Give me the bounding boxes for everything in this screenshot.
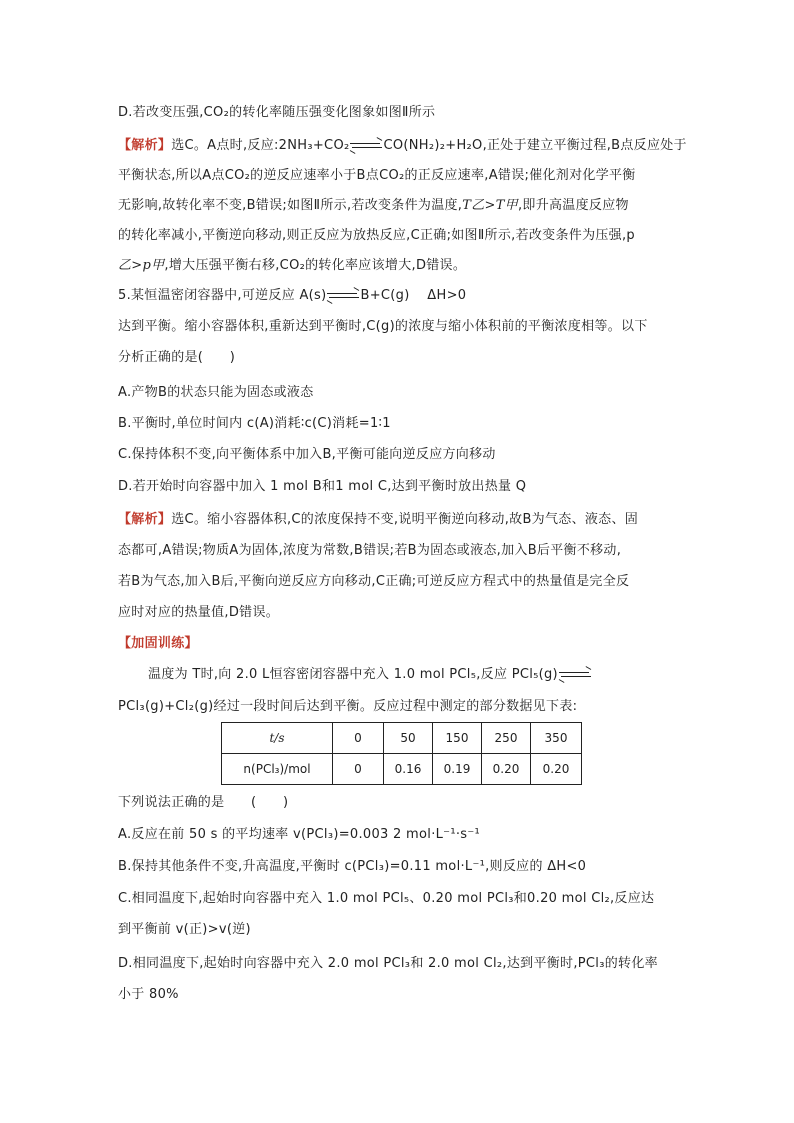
option-d-line-2: 小于 80% — [118, 987, 179, 1002]
question-5-option-a: A.产物B的状态只能为固态或液态 — [118, 385, 314, 400]
analysis-text: ,即升高温度反应物 — [517, 198, 629, 213]
question-5-option-b: B.平衡时,单位时间内 c(A)消耗∶c(C)消耗=1∶1 — [118, 416, 391, 431]
analysis-2-line-3: 若B为气态,加入B后,平衡向逆反应方向移动,C正确;可逆反应方程式中的热量值是完全反 — [118, 574, 630, 589]
analysis-tag: 【解析】 — [118, 512, 172, 527]
reinforce-heading: 【加固训练】 — [118, 636, 198, 651]
table-cell: 0.19 — [433, 754, 482, 785]
equilibrium-arrow-icon — [350, 141, 382, 151]
question-5-option-c: C.保持体积不变,向平衡体系中加入B,平衡可能向逆反应方向移动 — [118, 447, 496, 462]
ask-line: 下列说法正确的是 ( ) — [118, 795, 289, 810]
option-d-line-1: D.相同温度下,起始时向容器中充入 2.0 mol PCl₃和 2.0 mol Cl₂,达到平衡时,PCl₃的转化率 — [118, 956, 658, 971]
question-5-line-2: 达到平衡。缩小容器体积,重新达到平衡时,C(g)的浓度与缩小体积前的平衡浓度相等。以下 — [118, 319, 648, 334]
question-5-line-1 — [118, 286, 466, 306]
question-text: B+C(g) ΔH>0 — [360, 288, 467, 303]
question-5-option-d: D.若开始时向容器中加入 1 mol B和1 mol C,达到平衡时放出热量 Q — [118, 479, 527, 494]
stem-line-2: PCl₃(g)+Cl₂(g)经过一段时间后达到平衡。反应过程中测定的部分数据见下表: — [118, 699, 578, 714]
option-b: B.保持其他条件不变,升高温度,平衡时 c(PCl₃)=0.11 mol·L⁻¹,则反应的 ΔH<0 — [118, 859, 587, 874]
table-cell: t/s — [222, 723, 333, 754]
option-c-line-1: C.相同温度下,起始时向容器中充入 1.0 mol PCl₅、0.20 mol PCl₃和0.20 mol Cl₂,反应达 — [118, 891, 655, 906]
equilibrium-arrow-icon — [559, 670, 591, 680]
analysis-1-line-1 — [118, 136, 687, 156]
analysis-2-line-1 — [118, 510, 638, 530]
table-cell: 250 — [482, 723, 531, 754]
table-row — [222, 723, 582, 754]
table-cell: 0 — [333, 754, 384, 785]
analysis-2-line-2: 态都可,A错误;物质A为固体,浓度为常数,B错误;若B为固态或液态,加入B后平衡不移动, — [118, 543, 622, 558]
stem-line-1 — [148, 665, 592, 685]
temperature-relation: T乙>T甲 — [462, 198, 518, 213]
analysis-1-line-2: 平衡状态,所以A点CO₂的逆反应速率小于B点CO₂的正反应速率,A错误;催化剂对化学平衡 — [118, 168, 636, 183]
table-cell: 0.20 — [531, 754, 582, 785]
table-row — [222, 754, 582, 785]
table-cell: 150 — [433, 723, 482, 754]
analysis-1-line-3 — [118, 196, 629, 216]
question-5-line-3: 分析正确的是( ) — [118, 350, 236, 365]
analysis-tag: 【解析】 — [118, 138, 172, 153]
analysis-text: 无影响,故转化率不变,B错误;如图Ⅱ所示,若改变条件为温度, — [118, 198, 463, 213]
table-cell: 0 — [333, 723, 384, 754]
option-a: A.反应在前 50 s 的平均速率 v(PCl₃)=0.003 2 mol·L⁻¹·s⁻¹ — [118, 827, 481, 842]
analysis-1-line-5 — [118, 256, 466, 276]
question-d-previous: D.若改变压强,CO₂的转化率随压强变化图象如图Ⅱ所示 — [118, 105, 436, 120]
analysis-1-line-4: 的转化率减小,平衡逆向移动,则正反应为放热反应,C正确;如图Ⅱ所示,若改变条件为压强,p — [118, 228, 635, 243]
analysis-text: ,增大压强平衡右移,CO₂的转化率应该增大,D错误。 — [164, 258, 467, 273]
data-table — [221, 722, 582, 785]
analysis-text: 选C。A点时,反应:2NH₃+CO₂ — [171, 138, 350, 153]
table-cell: 0.16 — [384, 754, 433, 785]
analysis-text: 选C。缩小容器体积,C的浓度保持不变,说明平衡逆向移动,故B为气态、液态、固 — [171, 512, 639, 527]
pressure-relation: 乙>p甲 — [118, 258, 165, 273]
table-cell: n(PCl₃)/mol — [222, 754, 333, 785]
table-cell: 0.20 — [482, 754, 531, 785]
option-c-line-2: 到平衡前 v(正)>v(逆) — [118, 922, 251, 937]
table-cell: 50 — [384, 723, 433, 754]
question-text: 5.某恒温密闭容器中,可逆反应 A(s) — [118, 288, 327, 303]
analysis-text: CO(NH₂)₂+H₂O,正处于建立平衡过程,B点反应处于 — [383, 138, 687, 153]
analysis-2-line-4: 应时对应的热量值,D错误。 — [118, 605, 280, 620]
stem-text: 温度为 T时,向 2.0 L恒容密闭容器中充入 1.0 mol PCl₅,反应 PCl₅(g) — [148, 667, 558, 682]
equilibrium-arrow-icon — [327, 291, 359, 301]
table-cell: 350 — [531, 723, 582, 754]
